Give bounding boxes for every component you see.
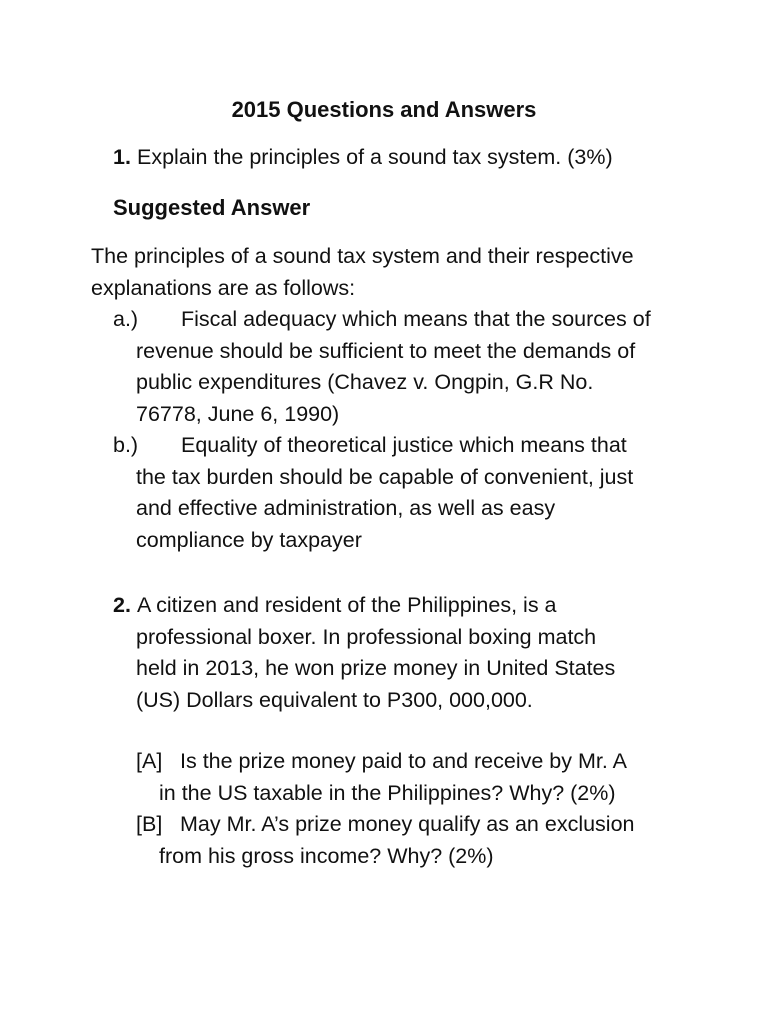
intro-line: explanations are as follows:: [91, 275, 356, 300]
sub-question-a: [136, 746, 736, 809]
page-title: 2015 Questions and Answers: [231, 97, 537, 122]
item-line: 76778, June 6, 1990): [136, 401, 340, 426]
sub-question-line: May Mr. A’s prize money qualify as an exclusion: [180, 812, 635, 836]
sub-question-b: [136, 809, 736, 872]
question-line: A citizen and resident of the Philippines, is a: [137, 593, 557, 617]
question-1: [113, 142, 613, 174]
question-line: held in 2013, he won prize money in United States: [136, 656, 616, 680]
item-line: Fiscal adequacy which means that the sources of: [181, 307, 651, 331]
intro-line: The principles of a sound tax system and their respective: [91, 244, 634, 268]
item-line: compliance by taxpayer: [136, 527, 362, 552]
item-line: the tax burden should be capable of convenient, just: [136, 464, 634, 489]
answer-intro: [91, 241, 691, 304]
sub-question-marker: [A]: [136, 749, 163, 773]
sub-question-line: from his gross income? Why? (2%): [159, 843, 494, 868]
question-number: 2.: [113, 593, 131, 617]
sub-question-line: in the US taxable in the Philippines? Why? (2%): [159, 780, 616, 805]
suggested-answer-heading: Suggested Answer: [113, 195, 311, 220]
sub-question-marker: [B]: [136, 812, 163, 836]
question-2: [113, 590, 713, 716]
answer-item-a: [113, 304, 713, 430]
answer-item-b: [113, 430, 713, 556]
question-line: professional boxer. In professional boxing match: [136, 624, 597, 649]
item-marker: a.): [113, 307, 139, 331]
item-line: and effective administration, as well as easy: [136, 496, 556, 520]
item-line: Equality of theoretical justice which means that: [181, 433, 627, 457]
sub-question-line: Is the prize money paid to and receive by Mr. A: [180, 749, 627, 773]
question-text: Explain the principles of a sound tax system. (3%): [137, 145, 613, 169]
question-line: (US) Dollars equivalent to P300, 000,000.: [136, 687, 533, 712]
item-line: public expenditures (Chavez v. Ongpin, G.R No.: [136, 370, 594, 394]
item-line: revenue should be sufficient to meet the demands of: [136, 338, 636, 363]
question-number: 1.: [113, 145, 131, 169]
item-marker: b.): [113, 433, 139, 457]
